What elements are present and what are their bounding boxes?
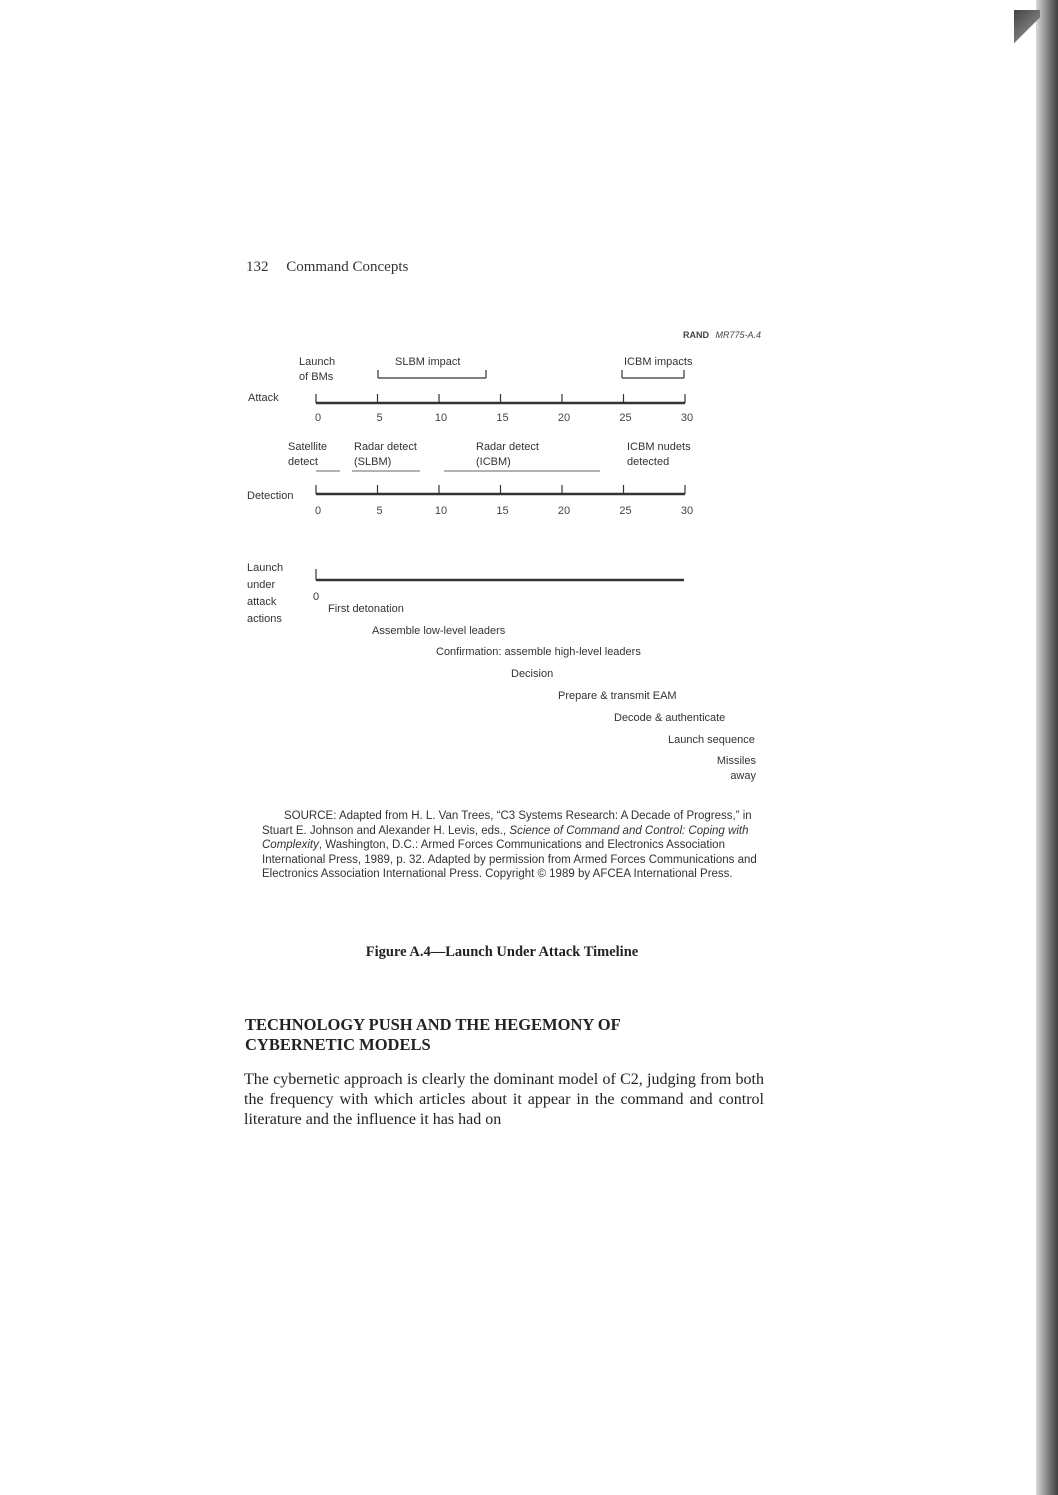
attack-tick-label: 30 (680, 412, 694, 424)
section-heading-line: TECHNOLOGY PUSH AND THE HEGEMONY OF (245, 1015, 621, 1034)
detection-tick-label: 10 (434, 505, 448, 517)
page-number: 132 (246, 259, 269, 275)
source-text-1: SOURCE: Adapted from H. L. Van Trees, “C3 Systems Research: A Decade of Progress,” in Stuart E. Johnson and Alexander H. Levis, eds., (262, 810, 752, 837)
event-line: Radar detect (476, 441, 539, 453)
event-radar-detect-icbm (476, 440, 539, 470)
detection-tick-label: 0 (314, 505, 322, 517)
lua-zero-label: 0 (313, 591, 320, 603)
event-icbm-nudets-detected (627, 440, 691, 470)
figure-caption: Figure A.4—Launch Under Attack Timeline (365, 944, 639, 960)
section-heading-line: CYBERNETIC MODELS (245, 1035, 431, 1054)
lua-step-decode-authenticate: Decode & authenticate (614, 712, 726, 724)
source-text-2: , Washington, D.C.: Armed Forces Communications and Electronics Association International Press, 1989, p. 32. Adapted by permission from Armed Forces Communications and Electronics Association International Press. Copyright © 1989 by AFCEA International Press. (262, 839, 757, 880)
lua-line: Missiles (716, 755, 756, 767)
lua-line: away (730, 770, 756, 782)
lua-step-missiles-away (712, 754, 756, 784)
event-line: ICBM nudets (627, 441, 691, 453)
event-line: of BMs (299, 371, 334, 383)
event-line: Launch (299, 356, 336, 368)
detection-tick-label: 20 (557, 505, 571, 517)
lua-step-decision: Decision (511, 668, 554, 680)
detection-tick-label: 5 (376, 505, 383, 517)
section-heading (245, 1015, 765, 1055)
detection-tick-label: 15 (496, 505, 509, 517)
row-label-line: under (247, 579, 276, 591)
lua-step-assemble-low: Assemble low-level leaders (372, 625, 506, 637)
credit-org: RAND (683, 330, 709, 340)
credit-code: MR775-A.4 (715, 330, 762, 340)
row-label-line: actions (247, 613, 282, 625)
running-head-title: Command Concepts (286, 259, 409, 275)
attack-tick-label: 25 (619, 412, 632, 424)
row-label-launch-under-attack (247, 560, 283, 628)
event-line: detect (288, 456, 318, 468)
lua-step-prepare-transmit-eam: Prepare & transmit EAM (558, 690, 677, 702)
attack-tick-label: 0 (314, 412, 322, 424)
detection-tick-label: 25 (619, 505, 632, 517)
lua-step-launch-sequence: Launch sequence (668, 734, 755, 746)
event-launch-of-bms (299, 355, 335, 385)
attack-tick-label: 5 (376, 412, 383, 424)
event-line: detected (627, 456, 670, 468)
section-body-text: The cybernetic approach is clearly the dominant model of C2, judging from both the frequency with which articles about it appear in the command and control literature and the influence it has had on (244, 1071, 764, 1128)
row-label-attack: Attack (248, 392, 279, 404)
figure-source-note (262, 809, 762, 882)
event-line: Radar detect (354, 441, 417, 453)
event-line: (ICBM) (476, 456, 511, 468)
event-line: Satellite (288, 441, 328, 453)
attack-tick-label: 20 (557, 412, 571, 424)
event-line: (SLBM) (354, 456, 392, 468)
lua-step-confirmation: Confirmation: assemble high-level leaders (436, 646, 641, 658)
event-icbm-impacts: ICBM impacts (624, 356, 693, 368)
attack-tick-label: 10 (434, 412, 448, 424)
event-satellite-detect (288, 440, 327, 470)
row-label-line: Launch (247, 562, 284, 574)
detection-tick-label: 30 (680, 505, 694, 517)
row-label-detection: Detection (247, 490, 294, 502)
source-book-title: Science of Command and Control: Coping with Complexity (262, 824, 749, 851)
row-label-line: attack (247, 596, 277, 608)
event-slbm-impact: SLBM impact (395, 356, 461, 368)
event-radar-detect-slbm (354, 440, 417, 470)
attack-tick-label: 15 (496, 412, 509, 424)
lua-step-first-detonation: First detonation (328, 603, 404, 615)
